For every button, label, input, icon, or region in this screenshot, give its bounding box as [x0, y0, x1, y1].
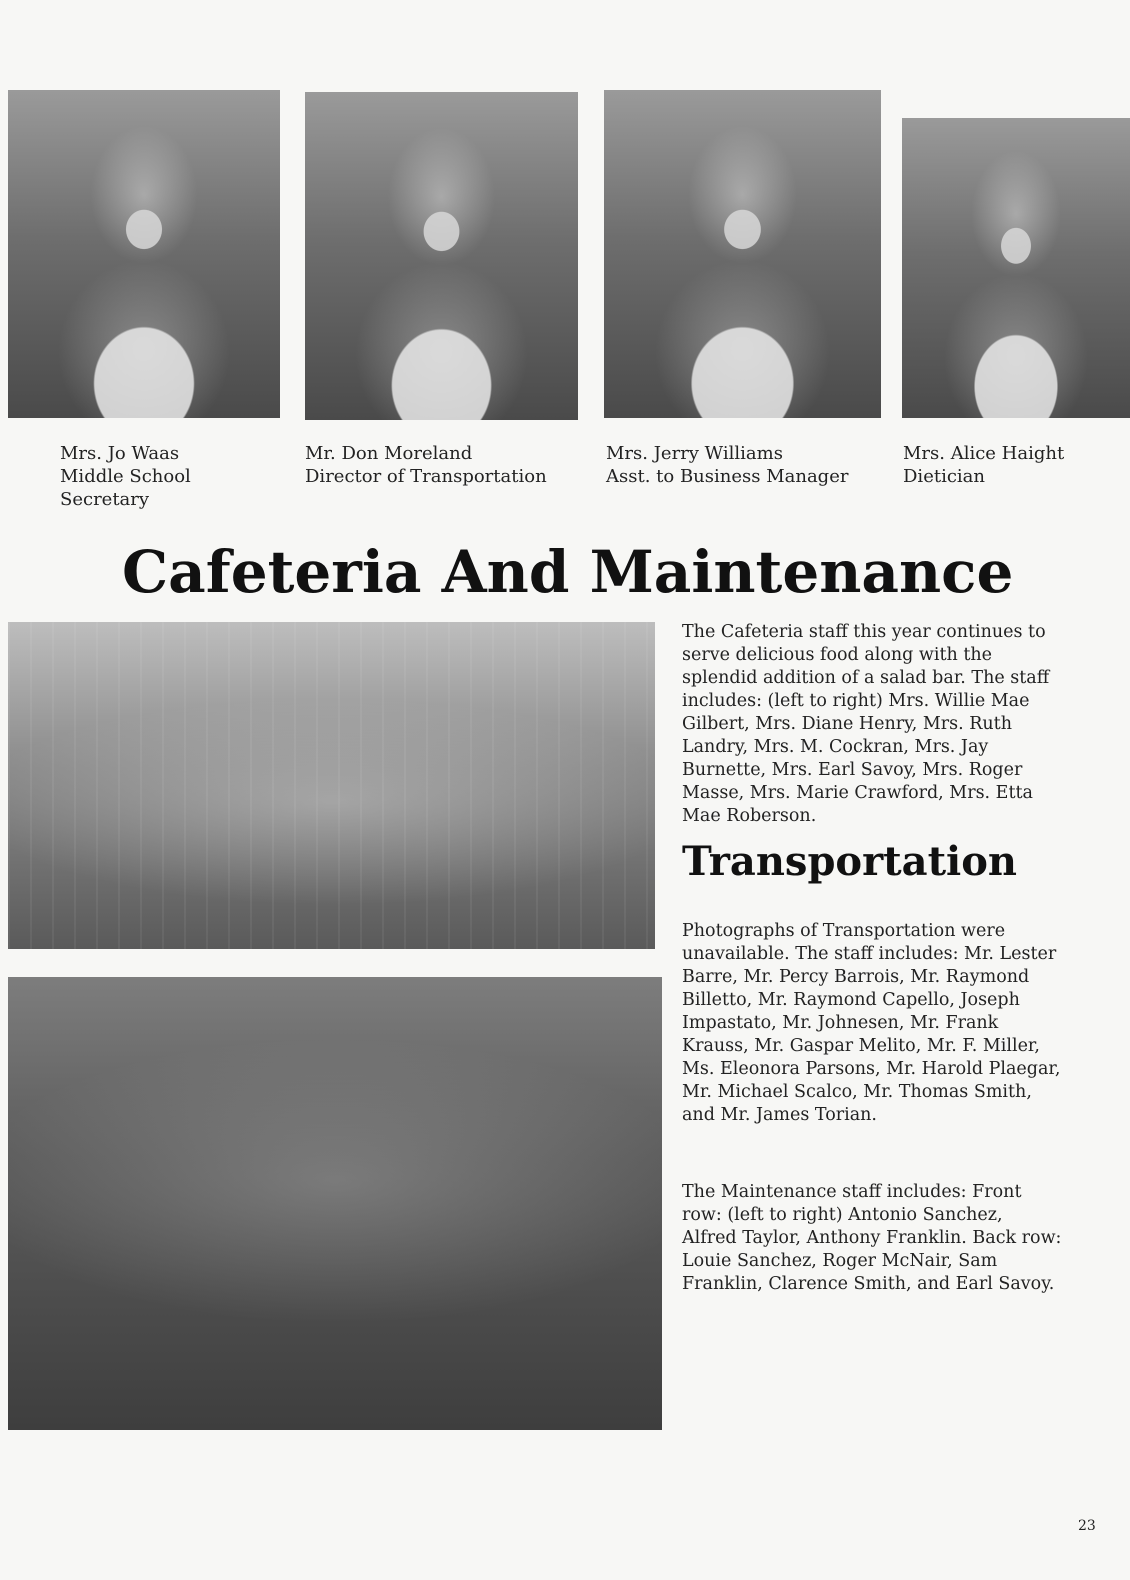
portrait-name: Mrs. Jerry Williams	[606, 443, 783, 464]
portrait-photo-williams	[604, 90, 881, 418]
section-heading-cafeteria: Cafeteria And Maintenance	[122, 538, 1014, 606]
portrait-role: Asst. to Business Manager	[606, 466, 849, 487]
transportation-description: Photographs of Transportation were unavailable. The staff includes: Mr. Lester Barre, Mr. Percy Barrois, Mr. Raymond Billetto, Mr. Raymond Capello, Joseph Impastato, Mr. Johnesen, Mr. Frank Krauss, Mr. Gaspar Melito, Mr. F. Miller, Ms. Eleonora Parsons, Mr. Harold Plaegar, Mr. Michael Scalco, Mr. Thomas Smith, and Mr. James Torian.	[682, 921, 1061, 1125]
portrait-role: Middle School	[60, 466, 191, 487]
portrait-role: Director of Transportation	[305, 466, 547, 487]
maintenance-staff-photo	[8, 977, 662, 1430]
portrait-caption-moreland	[305, 442, 547, 488]
portrait-name: Mrs. Jo Waas	[60, 443, 180, 464]
maintenance-description: The Maintenance staff includes: Front row: (left to right) Antonio Sanchez, Alfred Taylor, Anthony Franklin. Back row: Louie Sanchez, Roger McNair, Sam Franklin, Clarence Smith, and Earl Savoy.	[682, 1182, 1062, 1294]
portrait-name: Mrs. Alice Haight	[903, 443, 1065, 464]
portrait-photo-haight	[902, 118, 1130, 418]
portrait-role: Dietician	[903, 466, 985, 487]
cafeteria-staff-photo	[8, 622, 655, 949]
portrait-photo-waas	[8, 90, 280, 418]
portrait-name: Mr. Don Moreland	[305, 443, 473, 464]
portrait-caption-williams	[606, 442, 848, 488]
portrait-photo-moreland	[305, 92, 578, 420]
portrait-caption-haight	[903, 442, 1064, 488]
portrait-role: Secretary	[60, 489, 150, 510]
portrait-caption-waas	[60, 442, 191, 511]
section-heading-transportation: Transportation	[682, 838, 1017, 885]
page-number: 23	[1078, 1518, 1096, 1534]
cafeteria-description: The Cafeteria staff this year continues to serve delicious food along with the splendid addition of a salad bar. The staff includes: (left to right) Mrs. Willie Mae Gilbert, Mrs. Diane Henry, Mrs. Ruth Landry, Mrs. M. Cockran, Mrs. Jay Burnette, Mrs. Earl Savoy, Mrs. Roger Masse, Mrs. Marie Crawford, Mrs. Etta Mae Roberson.	[682, 622, 1050, 826]
